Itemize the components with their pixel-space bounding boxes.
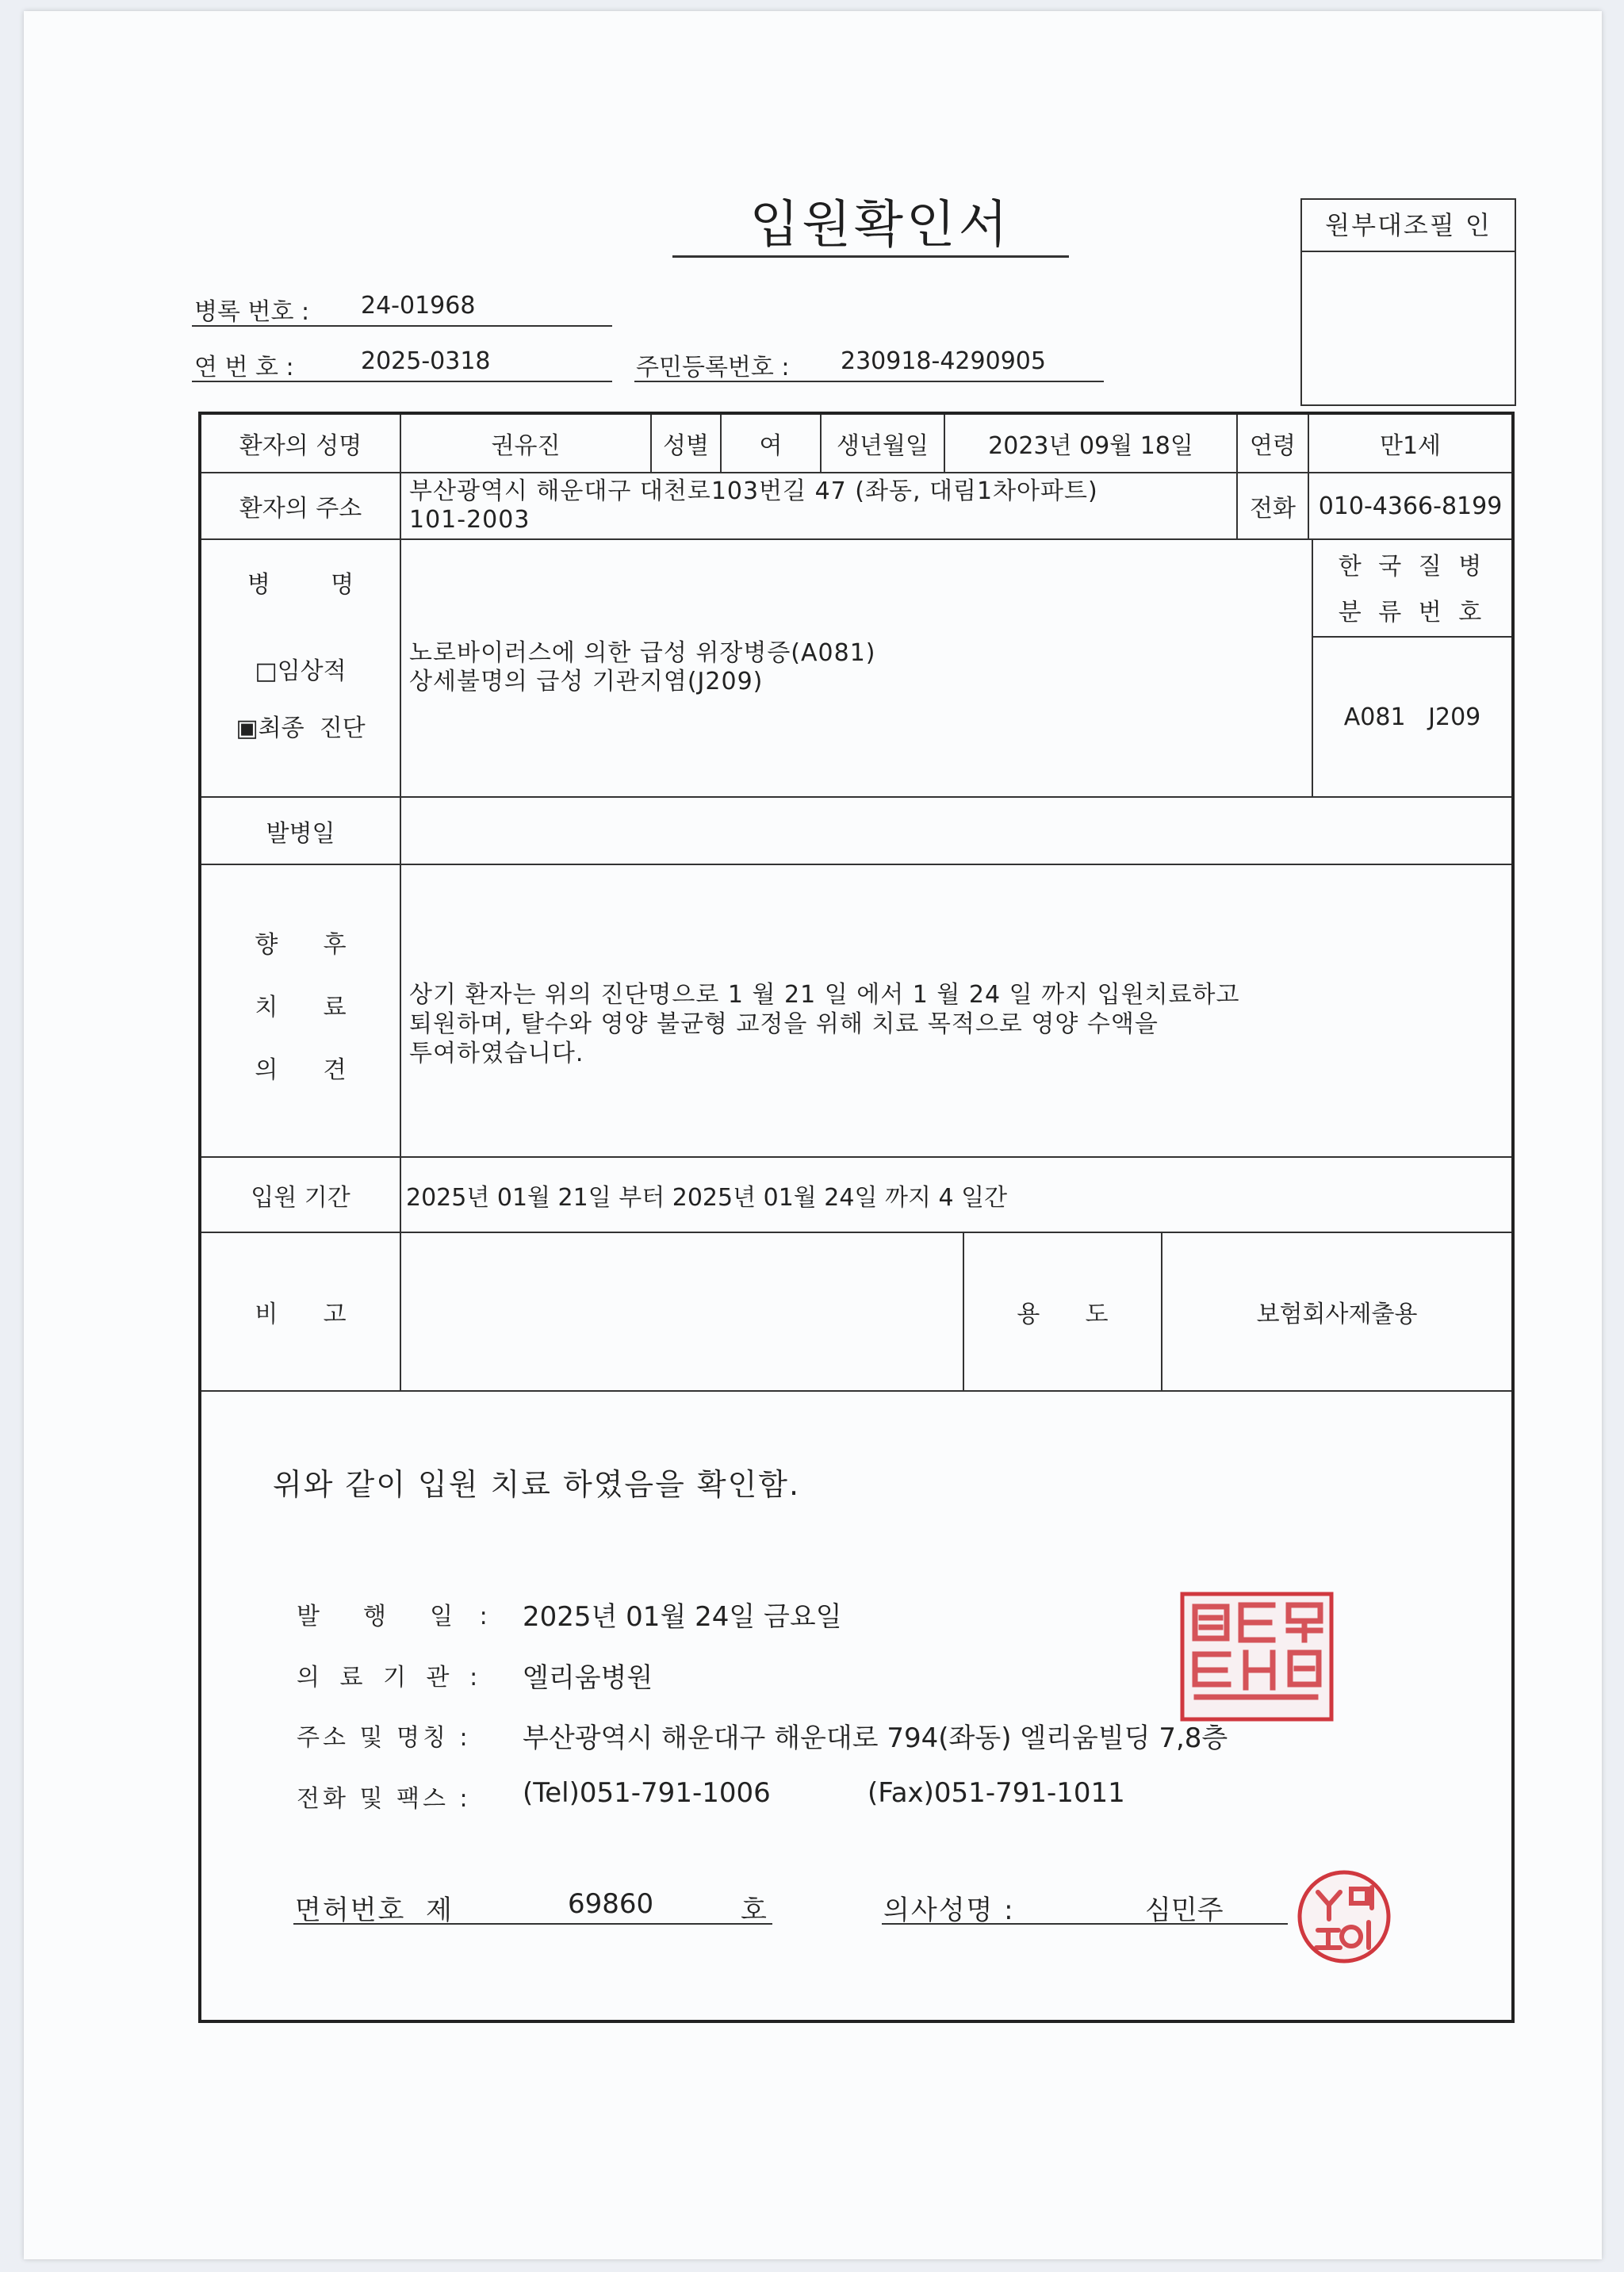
document-title: 입원확인서	[749, 196, 1011, 255]
patient-name-label: 환자의 성명	[239, 432, 362, 460]
hospital-tel: (Tel)051-791-1006	[523, 1777, 771, 1809]
purpose-value: 보험회사제출용	[1256, 1301, 1418, 1328]
patient-address-line2: 101-2003	[409, 506, 530, 534]
serial-no: 2025-0318	[361, 347, 491, 375]
doctor-seal	[1293, 1865, 1396, 1968]
hospital-fax: (Fax)051-791-1011	[868, 1777, 1125, 1809]
period-label: 입원 기간	[251, 1183, 350, 1212]
patient-address-line1: 부산광역시 해운대구 대천로103번길 47 (좌동, 대림1차아파트)	[409, 477, 1098, 505]
serial-no-underline	[192, 381, 612, 382]
onset-label: 발병일	[266, 819, 335, 848]
opinion-label-line3: 의 견	[255, 1056, 347, 1084]
final-diagnosis-option: ▣최종 진단	[236, 715, 366, 742]
diagnosis-label: 병 명	[247, 571, 354, 599]
opinion-label-line1: 향 후	[255, 931, 347, 959]
document-paper	[24, 11, 1602, 2259]
record-no-underline	[192, 325, 612, 327]
age-label: 연령	[1250, 432, 1296, 460]
onset-value	[409, 798, 1503, 864]
license-suffix: 호	[741, 1895, 767, 1926]
resident-no: 230918-4290905	[841, 347, 1046, 375]
tel-fax-label: 전화 및 팩스 :	[297, 1785, 471, 1813]
patient-name: 권유진	[491, 432, 561, 460]
patient-age: 만1세	[1379, 432, 1442, 460]
title-underline	[672, 255, 1069, 258]
hospital-seal	[1178, 1589, 1336, 1724]
address-label: 환자의 주소	[239, 495, 362, 523]
resident-no-label: 주민등록번호 :	[636, 354, 790, 381]
doctor-label: 의사성명 :	[883, 1895, 1015, 1926]
phone-label: 전화	[1250, 495, 1296, 523]
kcd-label-line2: 분 류 번 호	[1338, 599, 1487, 626]
resident-no-underline	[634, 381, 1104, 382]
hospital-address: 부산광역시 해운대구 해운대로 794(좌동) 엘리움빌딩 7,8층	[523, 1722, 1228, 1754]
patient-phone: 010-4366-8199	[1318, 492, 1503, 520]
opinion-text: 상기 환자는 위의 진단명으로 1 월 21 일 에서 1 월 24 일 까지 입원치료하고 퇴원하며, 탈수와 영양 불균형 교정을 위해 치료 목적으로 영양 수액을 투여하였습니다.	[409, 981, 1240, 1067]
issue-date: 2025년 01월 24일 금요일	[523, 1601, 842, 1633]
clinical-diagnosis-option: □임상적	[255, 657, 347, 685]
kcd-label-line1: 한 국 질 병	[1338, 553, 1487, 580]
diagnosis-line-1: 노로바이러스에 의한 급성 위장병증(A081)	[409, 639, 876, 667]
opinion-label-line2: 치 료	[255, 994, 347, 1021]
record-no: 24-01968	[361, 292, 476, 320]
kcd-codes: A081 J209	[1343, 703, 1481, 731]
patient-sex: 여	[759, 432, 783, 460]
confirmation-statement: 위와 같이 입원 치료 하였음을 확인함.	[273, 1467, 801, 1502]
approval-stamp-box	[1300, 198, 1516, 406]
hospital-address-label: 주소 및 명칭 :	[297, 1724, 471, 1752]
issue-date-label: 발 행 일 :	[297, 1603, 497, 1630]
doctor-underline	[882, 1923, 1288, 1925]
license-underline	[293, 1923, 772, 1925]
record-no-label: 병록 번호 :	[194, 298, 310, 326]
birth-label: 생년월일	[837, 432, 929, 460]
remarks-value	[409, 1233, 956, 1390]
patient-birth: 2023년 09월 18일	[988, 432, 1193, 460]
admission-form-table	[198, 412, 1515, 2023]
institution-label: 의 료 기 관 :	[297, 1664, 485, 1692]
sex-label: 성별	[663, 432, 709, 460]
institution-name: 엘리움병원	[523, 1662, 653, 1694]
license-number: 69860	[568, 1888, 654, 1920]
diagnosis-line-2: 상세불명의 급성 기관지염(J209)	[409, 668, 764, 695]
approval-box-label: 원부대조필 인	[1302, 200, 1515, 252]
serial-no-label: 연 번 호 :	[194, 354, 294, 381]
doctor-name: 심민주	[1145, 1895, 1224, 1926]
remarks-label: 비 고	[255, 1301, 347, 1328]
period-value: 2025년 01월 21일 부터 2025년 01월 24일 까지 4 일간	[406, 1183, 1008, 1212]
purpose-label: 용 도	[1017, 1301, 1109, 1328]
license-label: 면허번호 제	[295, 1895, 454, 1926]
